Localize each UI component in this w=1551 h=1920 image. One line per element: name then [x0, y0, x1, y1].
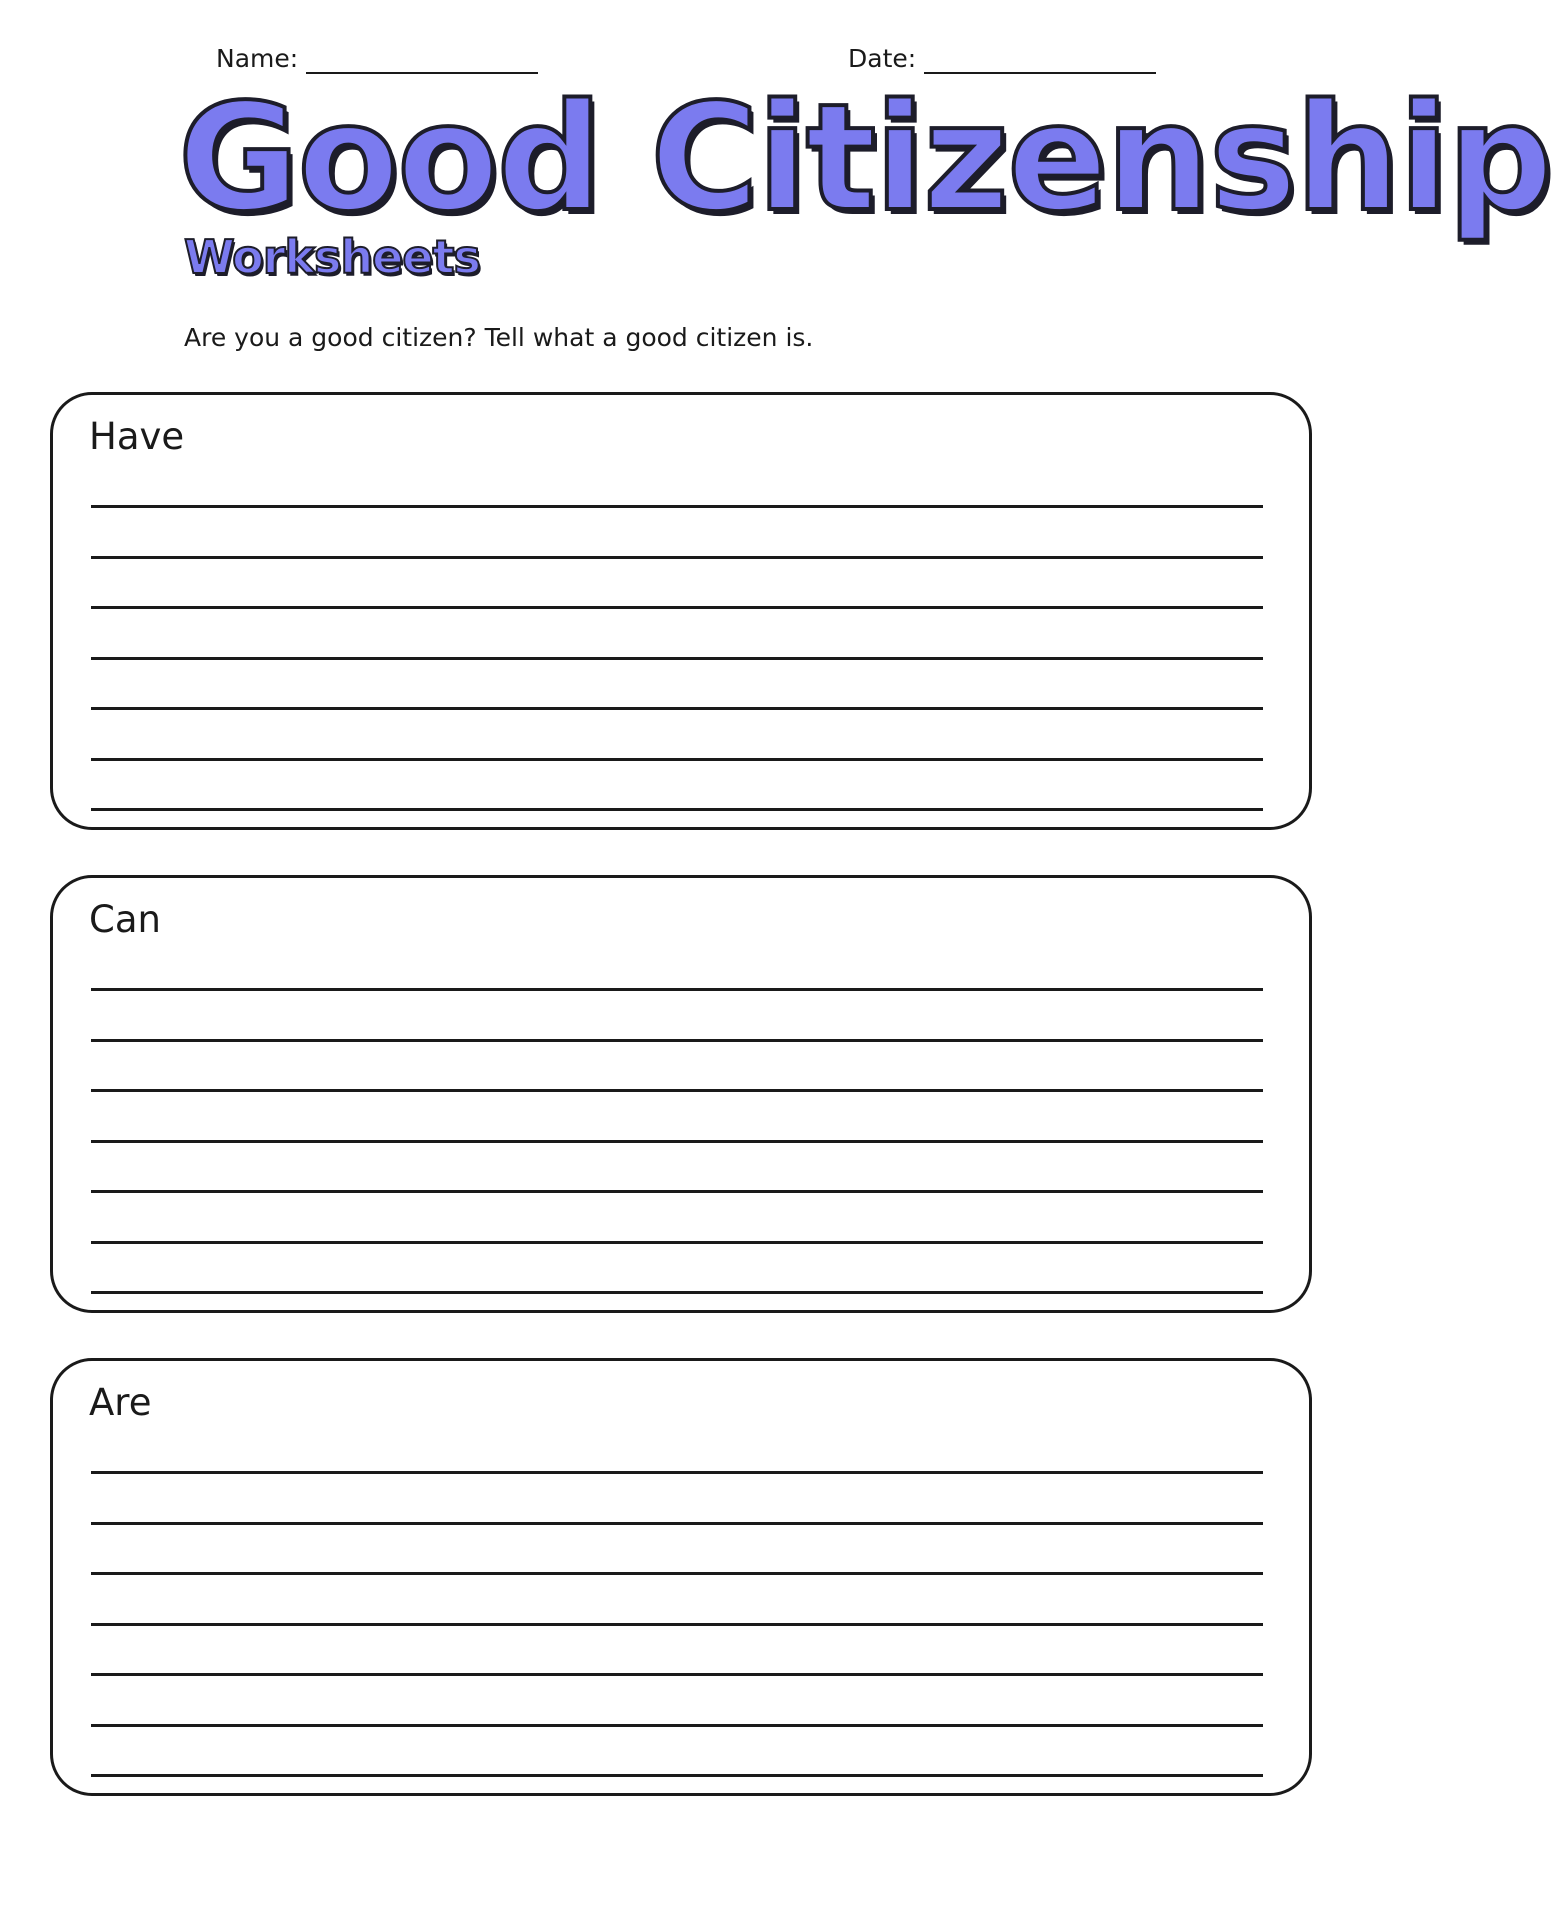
writing-line[interactable] — [91, 1522, 1263, 1525]
writing-line[interactable] — [91, 1241, 1263, 1244]
writing-line[interactable] — [91, 758, 1263, 761]
writing-line[interactable] — [91, 1623, 1263, 1626]
date-field[interactable] — [848, 44, 1156, 74]
section-box-have — [50, 392, 1312, 830]
name-blank-line[interactable] — [306, 44, 538, 74]
writing-line[interactable] — [91, 505, 1263, 508]
name-label: Name: — [216, 44, 299, 73]
writing-line[interactable] — [91, 1190, 1263, 1193]
writing-line[interactable] — [91, 657, 1263, 660]
writing-line[interactable] — [91, 1724, 1263, 1727]
section-box-can — [50, 875, 1312, 1313]
worksheet-title: Good Citizenship — [178, 72, 1551, 244]
writing-line[interactable] — [91, 1291, 1263, 1294]
date-blank-line[interactable] — [924, 44, 1156, 74]
name-field[interactable] — [216, 44, 538, 74]
writing-line[interactable] — [91, 1039, 1263, 1042]
worksheet-subtitle: Worksheets — [184, 230, 480, 284]
writing-line[interactable] — [91, 1673, 1263, 1676]
section-label-are: Are — [89, 1381, 152, 1424]
writing-line[interactable] — [91, 1089, 1263, 1092]
section-box-are — [50, 1358, 1312, 1796]
writing-line[interactable] — [91, 707, 1263, 710]
date-label: Date: — [848, 44, 917, 73]
instruction-text: Are you a good citizen? Tell what a good citizen is. — [184, 323, 814, 352]
writing-line[interactable] — [91, 1572, 1263, 1575]
section-label-have: Have — [89, 415, 185, 458]
writing-line[interactable] — [91, 1774, 1263, 1777]
writing-line[interactable] — [91, 808, 1263, 811]
writing-line[interactable] — [91, 606, 1263, 609]
section-label-can: Can — [89, 898, 161, 941]
writing-line[interactable] — [91, 556, 1263, 559]
writing-line[interactable] — [91, 988, 1263, 991]
writing-line[interactable] — [91, 1140, 1263, 1143]
writing-line[interactable] — [91, 1471, 1263, 1474]
